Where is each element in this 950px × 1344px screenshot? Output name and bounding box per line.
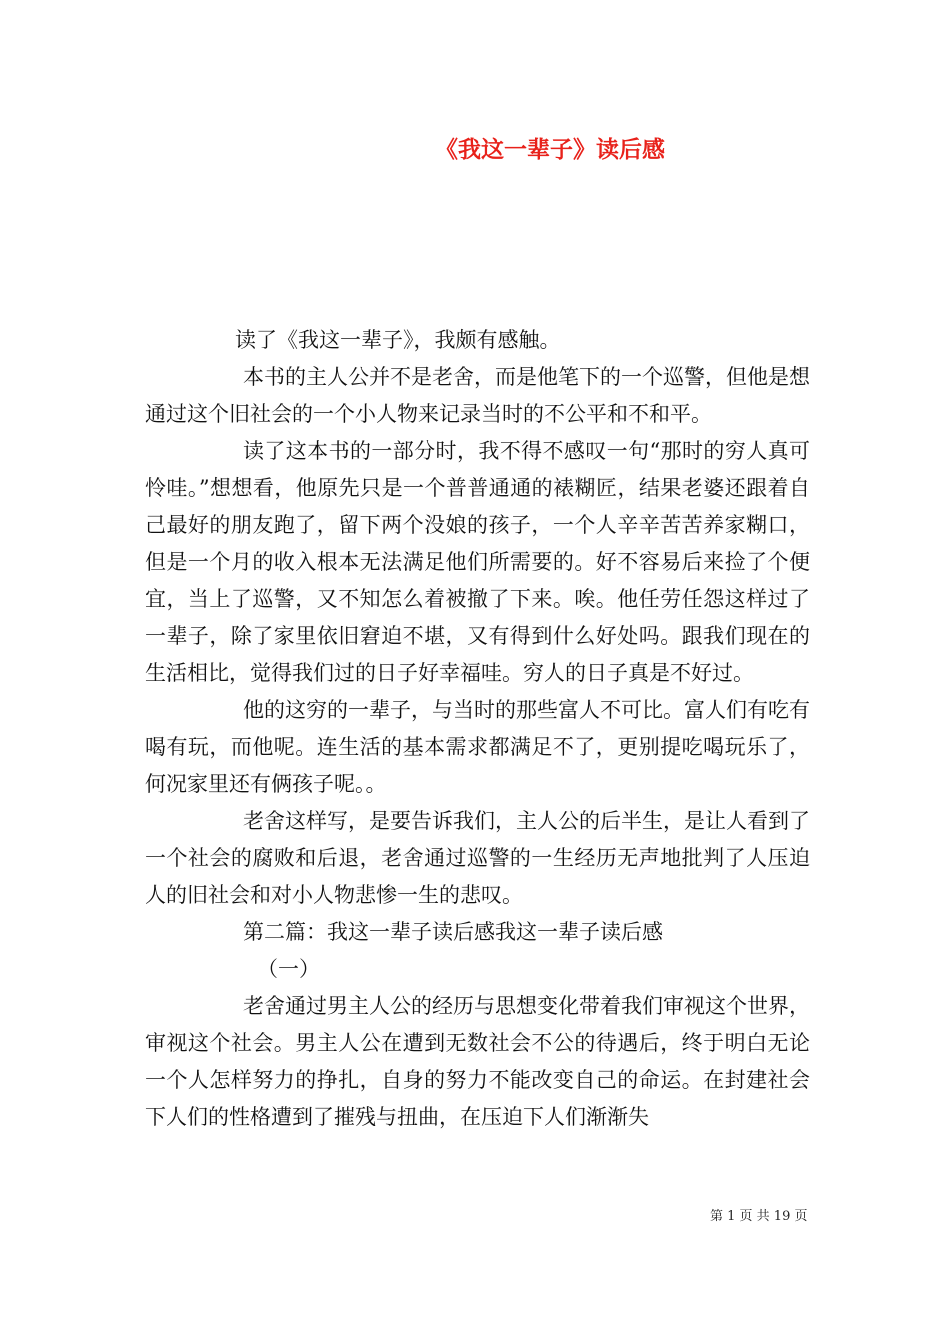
document-body xyxy=(145,322,810,1136)
section-subheading-one: （一） xyxy=(257,957,320,981)
section-heading-second: 第二篇：我这一辈子读后感我这一辈子读后感 xyxy=(243,920,663,944)
paragraph-intro: 读了《我这一辈子》，我颇有感触。 xyxy=(235,328,561,352)
page-number-footer: 第 1 页 共 19 页 xyxy=(710,1209,808,1224)
paragraph-review-one: 老舍通过男主人公的经历与思想变化带着我们审视这个世界，审视这个社会。男主人公在遭到无数社会不公的待遇后，终于明白无论一个人怎样努力的挣扎，自身的努力不能改变自己的命运。在封建社会下人们的性格遭到了摧残与扭曲，在压迫下人们渐渐失 xyxy=(145,994,810,1129)
paragraph-laoshe-intent: 老舍这样写，是要告诉我们，主人公的后半生，是让人看到了一个社会的腐败和后退，老舍通过巡警的一生经历无声地批判了人压迫人的旧社会和对小人物悲惨一生的悲叹。 xyxy=(145,809,810,907)
document-title: 《我这一辈子》读后感 xyxy=(435,136,665,163)
paragraph-rich-comparison: 他的这穷的一辈子，与当时的那些富人不可比。富人们有吃有喝有玩，而他呢。连生活的基本需求都满足不了，更别提吃喝玩乐了，何况家里还有俩孩子呢。。 xyxy=(145,698,810,796)
paragraph-poor-life: 读了这本书的一部分时，我不得不感叹一句“那时的穷人真可怜哇。”想想看，他原先只是一个普普通通的裱糊匠，结果老婆还跟着自己最好的朋友跑了，留下两个没娘的孩子，一个人辛辛苦苦养家糊口，但是一个月的收入根本无法满足他们所需要的。好不容易后来捡了个便宜，当上了巡警，又不知怎么着被撤了下来。唉。他任劳任怨这样过了一辈子，除了家里依旧窘迫不堪，又有得到什么好处吗。跟我们现在的生活相比，觉得我们过的日子好幸福哇。穷人的日子真是不好过。 xyxy=(145,439,810,685)
paragraph-protagonist: 本书的主人公并不是老舍，而是他笔下的一个巡警，但他是想通过这个旧社会的一个小人物来记录当时的不公平和不和平。 xyxy=(145,365,810,426)
